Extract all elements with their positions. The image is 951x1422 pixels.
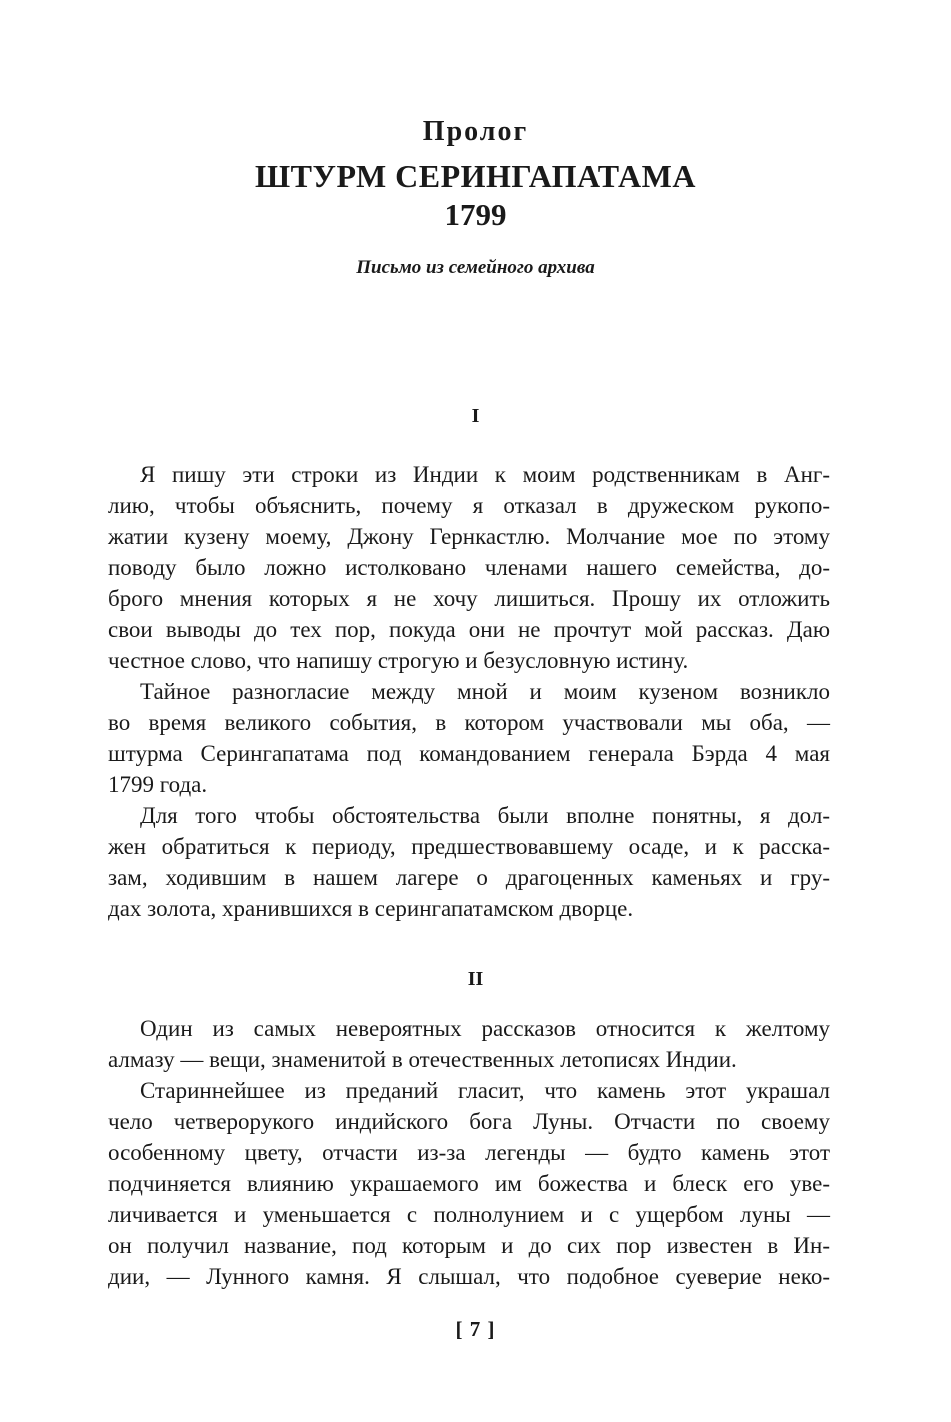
text-line: зам, ходившим в нашем лагере о драгоценных каменьях и гру- <box>108 865 830 890</box>
text-line: лию, чтобы объяснить, почему я отказал в дружеском рукопо- <box>108 493 830 518</box>
text-line: личивается и уменьшается с полнолунием и с ущербом луны — <box>108 1202 830 1227</box>
text-line: Один из самых невероятных рассказов относится к желтому <box>140 1016 830 1041</box>
text-line: дии, — Лунного камня. Я слышал, что подобное суеверие неко- <box>108 1264 830 1289</box>
text-line: жатии кузену моему, Джону Гернкастлю. Молчание мое по этому <box>108 524 830 549</box>
text-line: Стариннейшее из преданий гласит, что камень этот украшал <box>140 1078 830 1103</box>
chapter-year: 1799 <box>444 197 507 232</box>
text-line: особенному цвету, отчасти из-за легенды — будто камень этот <box>108 1140 830 1165</box>
text-line: чело четверорукого индийского бога Луны. Отчасти по своему <box>108 1109 830 1134</box>
page-number: [ 7 ] <box>455 1317 496 1341</box>
text-line: Для того чтобы обстоятельства были вполне понятны, я дол- <box>140 803 830 828</box>
text-line: подчиняется влиянию украшаемого им божества и блеск его уве- <box>108 1171 830 1196</box>
text-line: он получил название, под которым и до сих пор известен в Ин- <box>108 1233 830 1258</box>
text-line: брого мнения которых я не хочу лишиться. Прошу их отложить <box>108 586 830 611</box>
text-line: свои выводы до тех пор, покуда они не прочтут мой рассказ. Даю <box>108 617 830 642</box>
chapter-title: ШТУРМ СЕРИНГАПАТАМА <box>255 158 696 194</box>
text-line: поводу было ложно истолковано членами нашего семейства, до- <box>108 555 830 580</box>
text-line: 1799 года. <box>108 772 208 797</box>
chapter-subtitle: Письмо из семейного архива <box>356 257 595 278</box>
text-line: жен обратиться к периоду, предшествовавшему осаде, и к расска- <box>108 834 830 859</box>
text-line: Я пишу эти строки из Индии к моим родственникам в Анг- <box>140 462 830 487</box>
text-line: штурма Серингапатама под командованием генерала Бэрда 4 мая <box>108 741 830 766</box>
section-number: II <box>467 968 484 990</box>
prologue-heading: Пролог <box>422 116 529 147</box>
text-line: во время великого события, в котором участвовали мы оба, — <box>108 710 830 735</box>
text-line: честное слово, что напишу строгую и безусловную истину. <box>108 648 689 673</box>
text-line: алмазу — вещи, знаменитой в отечественных летописях Индии. <box>108 1047 737 1072</box>
text-line: Тайное разногласие между мной и моим кузеном возникло <box>140 679 830 704</box>
text-line: дах золота, хранившихся в серингапатамском дворце. <box>108 896 634 921</box>
section-number: I <box>471 405 480 427</box>
